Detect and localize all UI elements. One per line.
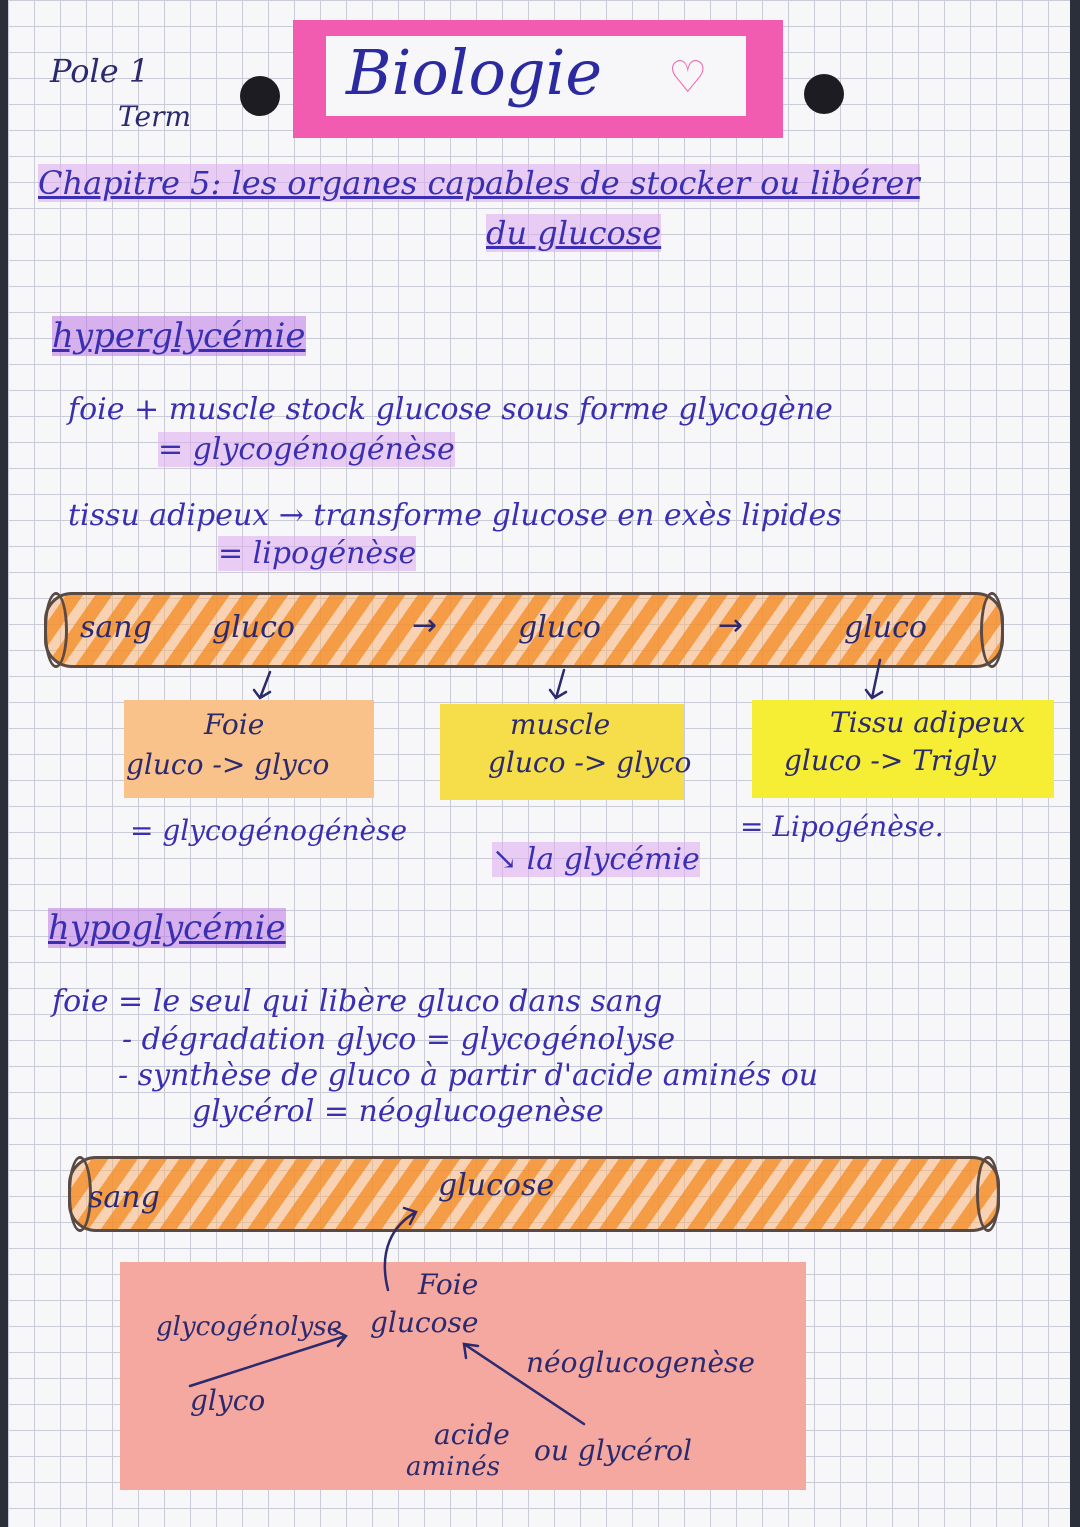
heart-icon: ♡ [668,52,708,103]
hyper-result: ↘ la glycémie [492,842,700,877]
hyper-line1-result: = glycogénogénèse [158,432,455,467]
liver-glucose: glucose [370,1306,479,1339]
tube2-glucose: glucose [438,1168,555,1203]
adipose-box-content: gluco -> Trigly [784,744,996,777]
arrow-up-to-blood [385,1208,416,1290]
tube1-label: sang [80,610,152,645]
page-title: Biologie [346,36,603,109]
hyper-line1: foie + muscle stock glucose sous forme glycogène [68,392,833,427]
arrow-down-muscle [550,670,566,698]
tube1-gluco-3: gluco [844,610,927,645]
tube1-gluco-2: gluco [518,610,601,645]
hyper-line2-result: = lipogénèse [218,536,417,571]
notebook-page [8,0,1070,1527]
tube2-label: sang [88,1180,160,1215]
chapter-title-line2: du glucose [486,214,662,252]
adipose-box-note: = Lipogénèse. [740,810,944,843]
liver-box-title: Foie [204,708,265,741]
hypo-line2: - dégradation glyco = glycogénolyse [122,1022,676,1057]
hypo-line4: glycérol = néoglucogenèse [192,1094,604,1129]
arrow-down-adipose [866,660,882,698]
diagram-arrows [8,0,1070,1527]
arrow-down-liver [254,672,270,698]
tube1-gluco-1: gluco [212,610,295,645]
liver-box-note: = glycogénogénèse [130,814,408,847]
liver-amines: aminés [406,1452,500,1482]
arrow-acid-to-glucose [464,1344,584,1424]
hypo-heading: hypoglycémie [48,908,286,948]
liver-glyco: glyco [190,1384,266,1417]
liver-glycerol: ou glycérol [534,1434,692,1467]
level-label: Term [118,100,192,133]
hyper-line2: tissu adipeux → transforme glucose en exès lipides [68,498,842,533]
liver-acide: acide [434,1418,510,1451]
chapter-title-line1: Chapitre 5: les organes capables de stocker ou libérer [38,164,920,202]
muscle-box-title: muscle [510,708,611,741]
arrow-glyco-to-glycogenolyse [190,1330,346,1386]
tube1-arrow-1: → [412,608,438,643]
liver-neoglucogenese: néoglucogenèse [526,1346,755,1379]
liver-hypo-title: Foie [418,1268,479,1301]
adipose-box-title: Tissu adipeux [830,706,1026,739]
liver-glycogenolyse: glycogénolyse [156,1312,343,1342]
hyper-heading: hyperglycémie [52,316,306,356]
pole-label: Pole 1 [50,52,150,90]
liver-box-content: gluco -> glyco [126,748,330,781]
muscle-box-content: gluco -> glyco [488,746,692,779]
hypo-line1: foie = le seul qui libère gluco dans sang [52,984,663,1019]
hypo-line3: - synthèse de gluco à partir d'acide aminés ou [118,1058,819,1093]
tube1-arrow-2: → [718,608,744,643]
